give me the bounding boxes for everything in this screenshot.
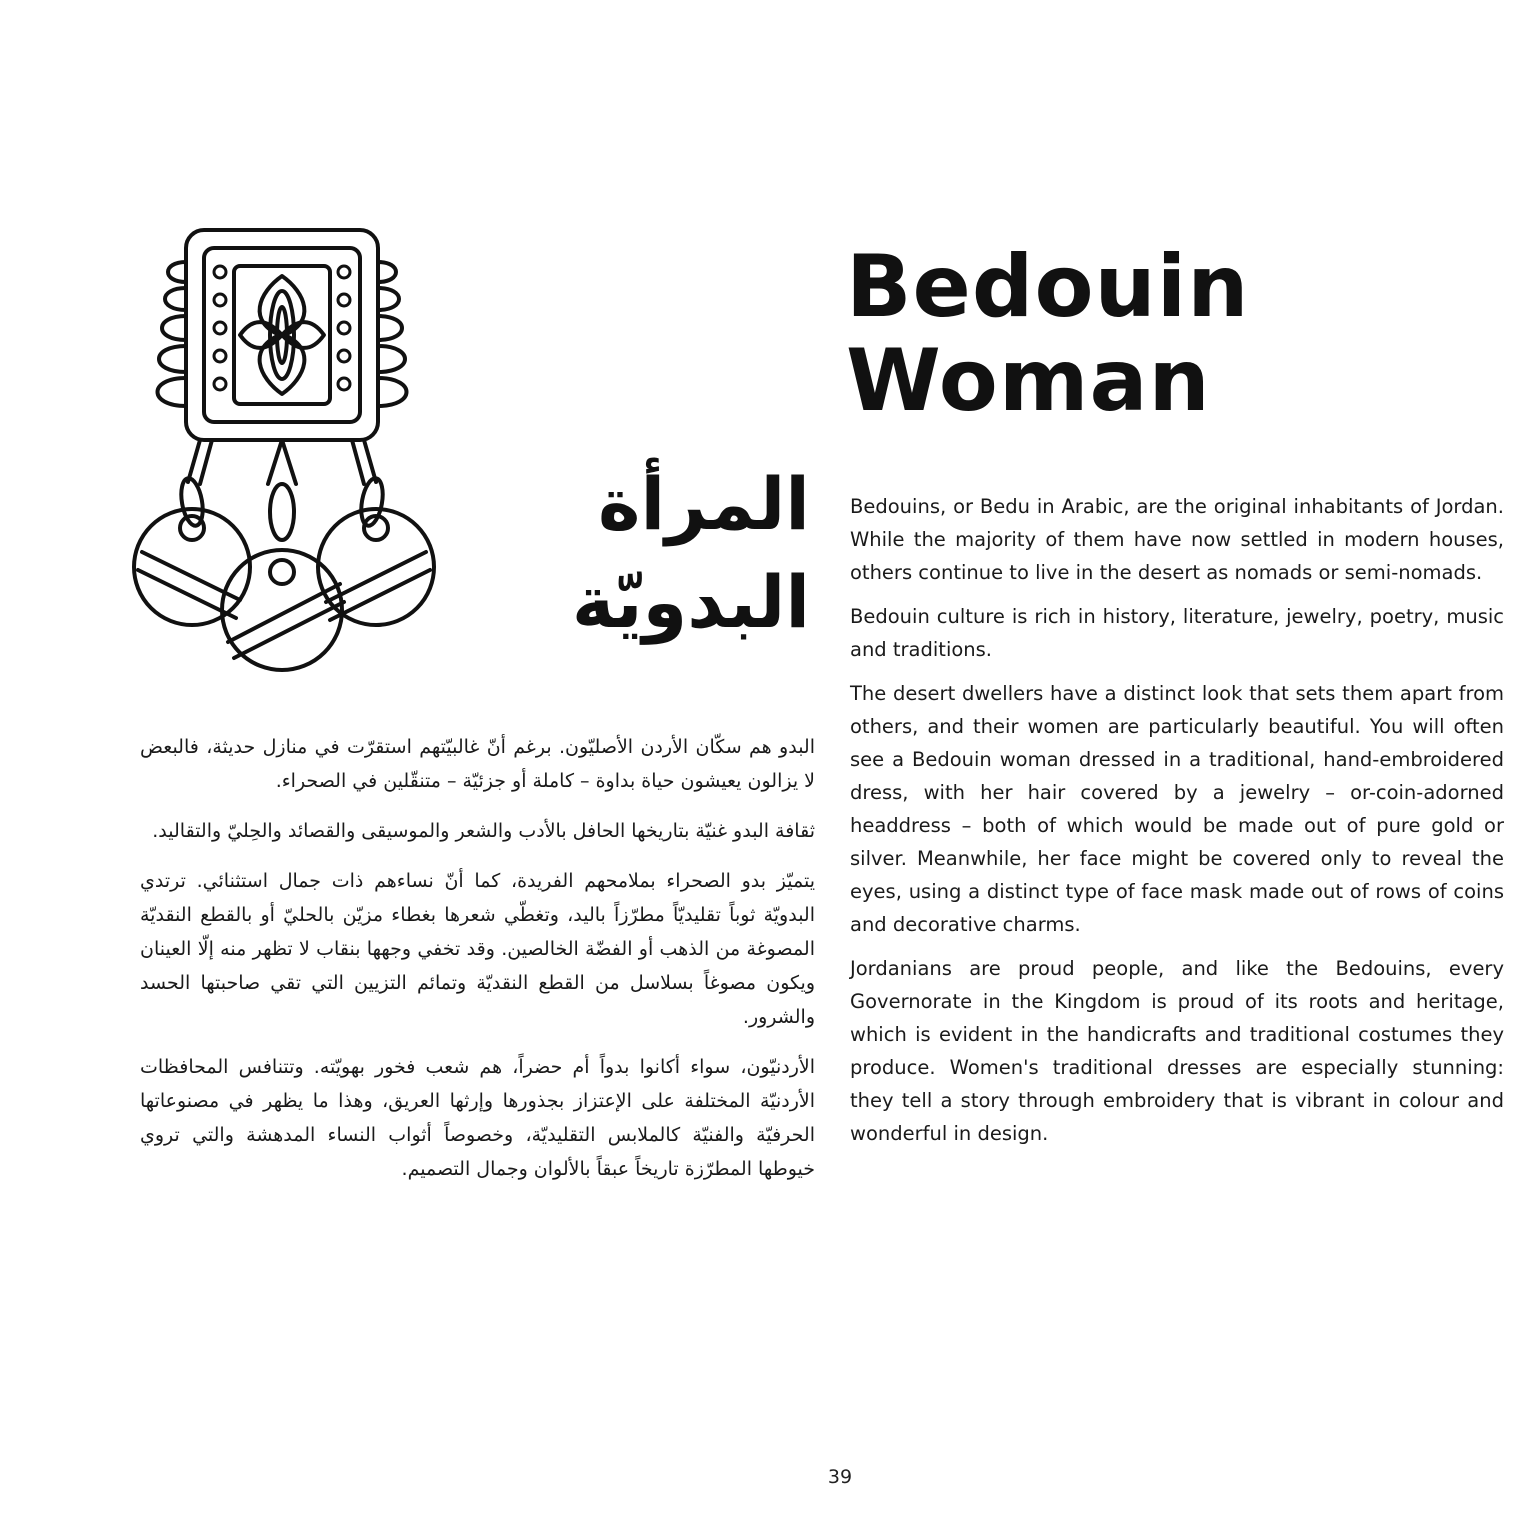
english-paragraph: Jordanians are proud people, and like the Bedouins, every Governorate in the Kingdom is proud of its roots and heritage, which is evident in the handicrafts and traditional costumes they produce. Women's traditional dresses are especially stunning: they tell a story through embroidery that is vibrant in colour and wonderful in design. <box>850 957 1504 1145</box>
title-english <box>846 237 1446 431</box>
arabic-paragraph: البدو هم سكّان الأردن الأصليّون. برغم أنّ غالبيّتهم استقرّت في منازل حديثة، فالبعض لا يزالون يعيشون حياة بداوة – كاملة أو جزئيّة – متنقّلين في الصحراء. <box>140 736 815 792</box>
title-english-line-2: Woman <box>846 331 1211 431</box>
title-arabic-line-2: البدويّة <box>571 560 810 644</box>
arabic-body <box>140 730 815 1202</box>
english-paragraph: The desert dwellers have a distinct look that sets them apart from others, and their women are particularly beautiful. You will often see a Bedouin woman dressed in a traditional, hand-embroidered dress, with her hair covered by a jewelry – or-coin-adorned headdress – both of which would be made out of pure gold or silver. Meanwhile, her face might be covered only to reveal the eyes, using a distinct type of face mask made out of rows of coins and decorative charms. <box>850 682 1504 936</box>
page-number: 39 <box>827 1466 853 1488</box>
english-paragraph: Bedouin culture is rich in history, literature, jewelry, poetry, music and traditions. <box>850 605 1504 661</box>
arabic-paragraph: الأردنيّون، سواء أكانوا بدواً أم حضراً، هم شعب فخور بهويّته. وتتنافس المحافظات الأردنيّة المختلفة على الإعتزاز بجذورها وإرثها العريق، وهذا ما يظهر في مصنوعاتها الحرفيّة والفنيّة كالملابس التقليديّة، وخصوصاً أثواب النساء المدهشة والتي تروي خيوطها المطرّزة تاريخاً عبقاً بالألوان وجمال التصميم. <box>140 1056 815 1180</box>
title-english-line-1: Bedouin <box>846 237 1250 337</box>
arabic-paragraph: يتميّز بدو الصحراء بملامحهم الفريدة، كما أنّ نساءهم ذات جمال استثنائي. ترتدي البدويّة ثوباً تقليديّاً مطرّزاً باليد، وتغطّي شعرها بغطاء مزيّن بالحليّ أو بالقطع النقديّة المصوغة من الذهب أو الفضّة الخالصين. وقد تخفي وجهها بنقاب لا تظهر منه إلّا العينان ويكون مصوغاً بسلاسل من القطع النقديّة وتمائم التزيين التي تقي صاحبتها الحسد والشرور. <box>140 870 815 1028</box>
english-body <box>850 490 1504 1161</box>
title-arabic <box>470 455 810 651</box>
bedouin-jewelry-pendant-icon <box>130 222 460 672</box>
arabic-paragraph: ثقافة البدو غنيّة بتاريخها الحافل بالأدب والشعر والموسيقى والقصائد والحِليّ والتقاليد. <box>152 820 815 842</box>
title-arabic-line-1: المرأة <box>598 462 810 546</box>
english-paragraph: Bedouins, or Bedu in Arabic, are the original inhabitants of Jordan. While the majority of them have now settled in modern houses, others continue to live in the desert as nomads or semi-nomads. <box>850 495 1504 584</box>
